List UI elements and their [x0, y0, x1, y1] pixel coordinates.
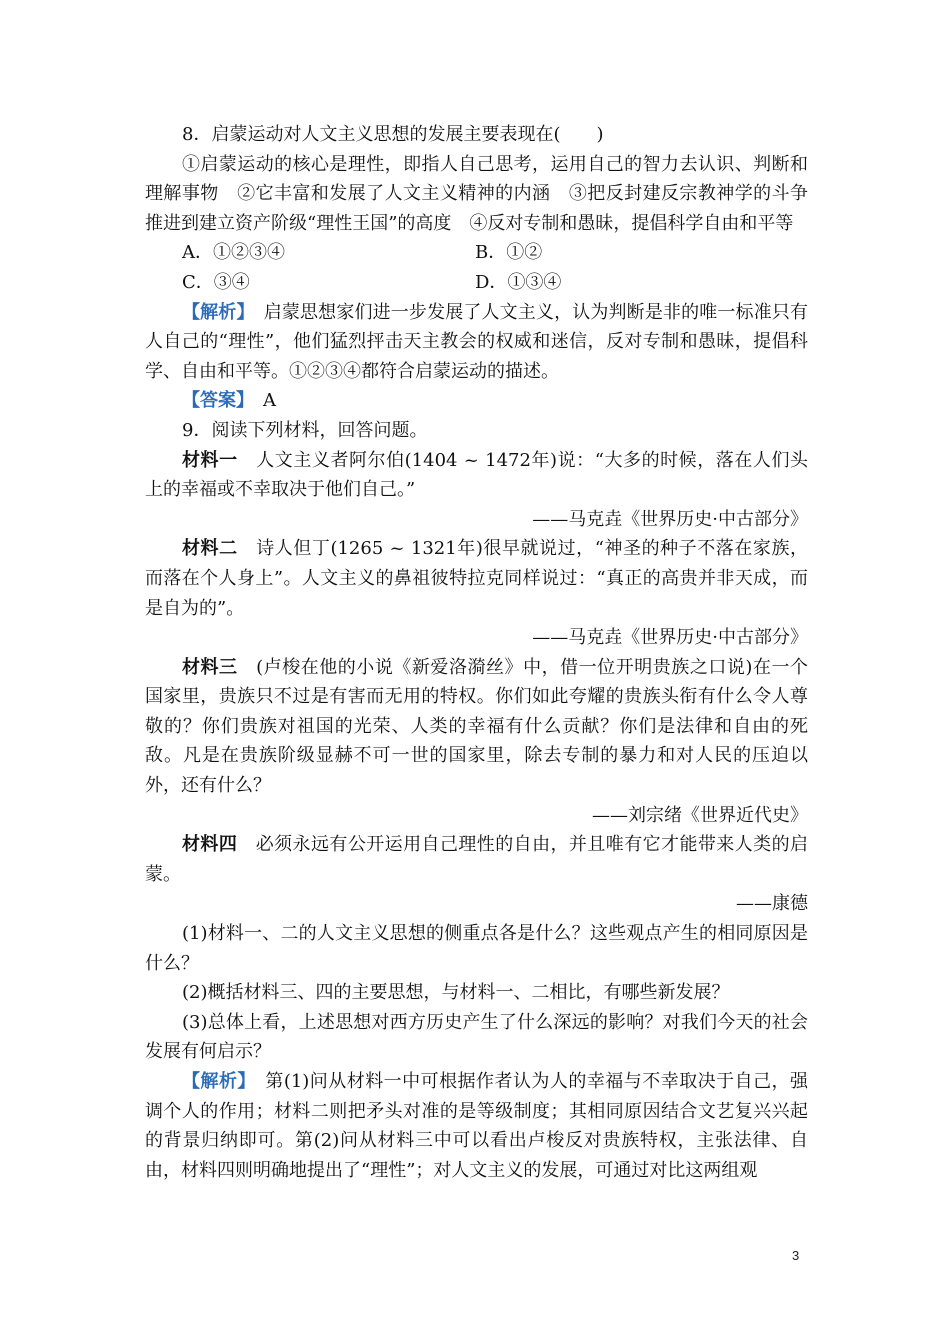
analysis-tag: 【解析】 [182, 301, 246, 323]
q9-question-2: (2)概括材料三、四的主要思想，与材料一、二相比，有哪些新发展？ [182, 982, 730, 1004]
q9-analysis: 【解析】 第(1)问从材料一中可根据作者认为人的幸福与不幸取决于自己，强调个人的作用；材料二则把矛头对准的是等级制度；其相同原因结合文艺复兴兴起的背景归纳即可。第(2)问从材料三中可以看出卢梭反对贵族特权，主张法律、自由，材料四则明确地提出了“理性”；对人文主义的发展，可通过对比这两组观 [145, 1071, 809, 1181]
q9-question-3: (3)总体上看，上述思想对西方历史产生了什么深远的影响？对我们今天的社会发展有何启示？ [145, 1011, 808, 1063]
q8-options-row-2 [145, 268, 808, 298]
page-number: 3 [792, 1248, 800, 1263]
q8-content: ①启蒙运动的核心是理性，即指人自己思考，运用自己的智力去认识、判断和理解事物 ②它丰富和发展了人文主义精神的内涵 ③把反封建反宗教神学的斗争推进到建立资产阶级“理性王国”的高度 ④反对专制和愚昧，提倡科学自由和平等 [145, 153, 808, 234]
option-a: A．①②③④ [182, 242, 285, 264]
q8-options-row-1 [145, 238, 808, 268]
material-3: 材料三 (卢梭在他的小说《新爱洛漪丝》中，借一位开明贵族之口说)在一个国家里，贵族只不过是有害而无用的特权。你们如此夸耀的贵族头衔有什么令人尊敬的？你们贵族对祖国的光荣、人类的幸福有什么贡献？你们是法律和自由的死敌。凡是在贵族阶级显赫不可一世的国家里，除去专制的暴力和对人民的压迫以外，还有什么？ [145, 656, 809, 797]
q8-answer: 【答案】 A [182, 390, 276, 412]
q8-analysis: 【解析】 启蒙思想家们进一步发展了人文主义，认为判断是非的唯一标准只有人自己的“理性”，他们猛烈抨击天主教会的权威和迷信，反对专制和愚昧，提倡科学、自由和平等。①②③④都符合启蒙运动的描述。 [145, 301, 809, 382]
material-2-source: ——马克垚《世界历史·中古部分》 [532, 627, 808, 649]
document-page [145, 120, 808, 1185]
answer-tag: 【答案】 [182, 390, 245, 412]
q8-stem: 8．启蒙运动对人文主义思想的发展主要表现在( ) [182, 124, 604, 145]
option-d: D．①③④ [475, 271, 562, 293]
material-2: 材料二 诗人但丁(1265 ~ 1321年)很早就说过，“神圣的种子不落在家族，而落在个人身上”。人文主义的鼻祖彼特拉克同样说过：“真正的高贵并非天成，而是自为的”。 [145, 538, 809, 619]
analysis-tag: 【解析】 [182, 1071, 247, 1092]
q9-question-1: (1)材料一、二的人文主义思想的侧重点各是什么？这些观点产生的相同原因是什么？ [145, 923, 808, 974]
option-b: B．①② [475, 242, 543, 264]
option-c: C．③④ [182, 271, 250, 293]
q9-stem: 9．阅读下列材料，回答问题。 [182, 419, 428, 441]
material-1-source: ——马克垚《世界历史·中古部分》 [532, 508, 808, 530]
material-1: 材料一 人文主义者阿尔伯(1404 ~ 1472年)说：“大多的时候，落在人们头上的幸福或不幸取决于他们自己。” [145, 449, 809, 501]
material-4: 材料四 必须永远有公开运用自己理性的自由，并且唯有它才能带来人类的启蒙。 [145, 834, 809, 885]
material-3-source: ——刘宗绪《世界近代史》 [592, 804, 808, 826]
material-4-source: ——康德 [736, 893, 808, 915]
